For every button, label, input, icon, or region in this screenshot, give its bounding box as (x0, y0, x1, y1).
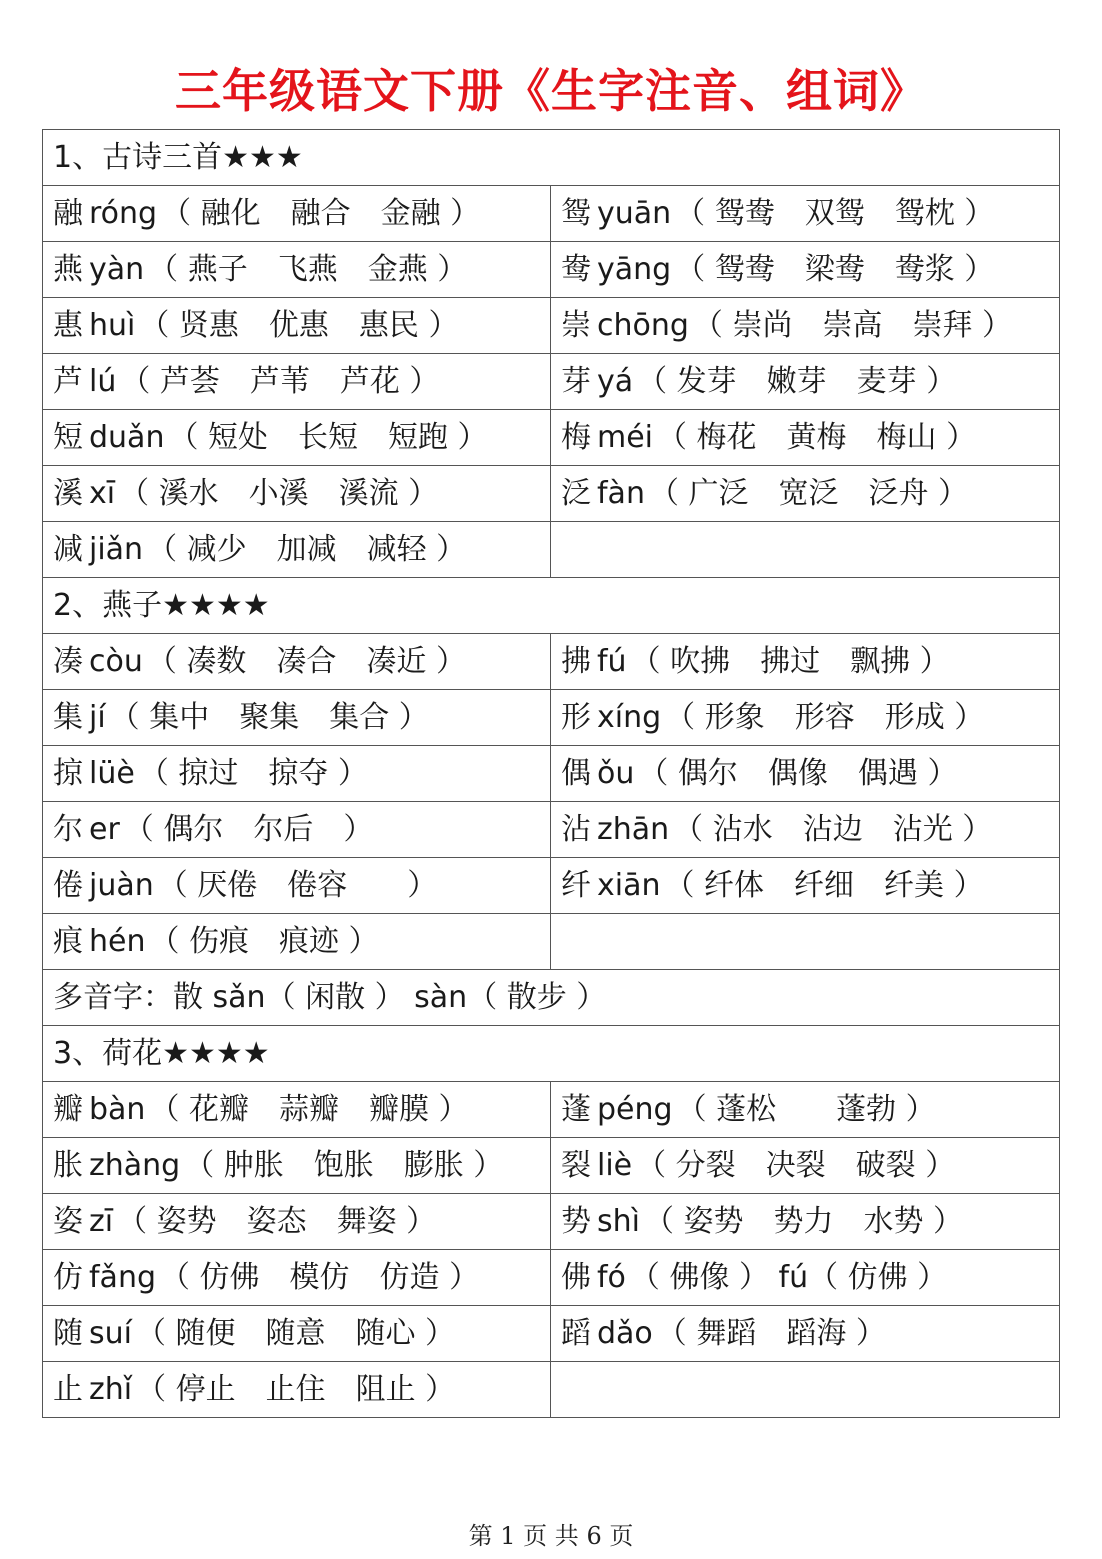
vocabulary-table (42, 129, 1060, 1418)
hanzi-character: 融 (53, 196, 83, 231)
hanzi-character: 鸯 (561, 252, 591, 287)
entry-cell-left (43, 410, 551, 466)
table-row (43, 1194, 1060, 1250)
entry-cell-right (551, 690, 1060, 746)
word-group: （ 偶尔 尔后 ） (123, 812, 374, 847)
table-row (43, 1306, 1060, 1362)
hanzi-character: 倦 (53, 868, 83, 903)
table-row (43, 634, 1060, 690)
hanzi-character: 尔 (53, 812, 83, 847)
entry-cell-left (43, 1082, 551, 1138)
pinyin: xíng (597, 700, 662, 735)
hanzi-character: 随 (53, 1316, 83, 1351)
pinyin: fàn (597, 476, 645, 511)
pinyin: huì (89, 308, 136, 343)
table-row (43, 298, 1060, 354)
word-group: （ 融化 融合 金融 ） (161, 196, 481, 231)
pinyin: hén (89, 924, 146, 959)
section-row (43, 130, 1060, 186)
pinyin: zī (89, 1204, 114, 1239)
hanzi-character: 梅 (561, 420, 591, 455)
hanzi-character: 瓣 (53, 1092, 83, 1127)
table-row (43, 1362, 1060, 1418)
entry-cell-right (551, 1306, 1060, 1362)
word-group: （ 发芽 嫩芽 麦芽 ） (637, 364, 957, 399)
pinyin: zhǐ (89, 1372, 133, 1407)
section-row (43, 578, 1060, 634)
entry-cell-left (43, 242, 551, 298)
table-row (43, 1250, 1060, 1306)
pinyin: méi (597, 420, 654, 455)
pinyin: dǎo (597, 1316, 653, 1351)
word-group: （ 崇尚 崇高 崇拜 ） (692, 308, 1012, 343)
hanzi-character: 蹈 (561, 1316, 591, 1351)
entry-cell-left (43, 802, 551, 858)
entry-cell-left (43, 858, 551, 914)
pinyin: yuān (597, 196, 672, 231)
pinyin: chōng (597, 308, 689, 343)
hanzi-character: 势 (561, 1204, 591, 1239)
word-group: （ 短处 长短 短跑 ） (168, 420, 488, 455)
pinyin: zhàng (89, 1148, 181, 1183)
hanzi-character: 痕 (53, 924, 83, 959)
word-group: （ 花瓣 蒜瓣 瓣膜 ） (149, 1092, 469, 1127)
pinyin: duǎn (89, 420, 165, 455)
pinyin: juàn (89, 868, 154, 903)
hanzi-character: 仿 (53, 1260, 83, 1295)
hanzi-character: 拂 (561, 644, 591, 679)
pinyin: lú (89, 364, 117, 399)
entry-cell-left (43, 1138, 551, 1194)
entry-cell-right (551, 242, 1060, 298)
word-group: （ 舞蹈 蹈海 ） (656, 1316, 886, 1351)
pinyin: ǒu (597, 756, 635, 791)
word-group: （ 掠过 掠夺 ） (138, 756, 368, 791)
entry-cell-left (43, 186, 551, 242)
word-group: （ 伤痕 痕迹 ） (149, 924, 379, 959)
pinyin: yá (597, 364, 634, 399)
section-title: 2、燕子★★★★ (43, 578, 1060, 634)
hanzi-character: 溪 (53, 476, 83, 511)
hanzi-character: 凑 (53, 644, 83, 679)
pinyin: fú (597, 644, 627, 679)
pinyin: er (89, 812, 120, 847)
hanzi-character: 裂 (561, 1148, 591, 1183)
word-group: （ 吹拂 拂过 飘拂 ） (630, 644, 950, 679)
word-group: （ 佛像 ） fú（ 仿佛 ） (629, 1260, 948, 1295)
hanzi-character: 燕 (53, 252, 83, 287)
table-row (43, 410, 1060, 466)
hanzi-character: 姿 (53, 1204, 83, 1239)
pinyin: zhān (597, 812, 670, 847)
hanzi-character: 止 (53, 1372, 83, 1407)
hanzi-character: 鸳 (561, 196, 591, 231)
pinyin: róng (89, 196, 158, 231)
word-group: （ 广泛 宽泛 泛舟 ） (648, 476, 969, 511)
word-group: （ 分裂 决裂 破裂 ） (636, 1148, 956, 1183)
entry-cell-left (43, 1362, 551, 1418)
word-group: （ 芦荟 芦苇 芦花 ） (120, 364, 440, 399)
word-group: （ 厌倦 倦容 ） (157, 868, 438, 903)
word-group: （ 减少 加减 减轻 ） (147, 532, 467, 567)
entry-cell-right (551, 746, 1060, 802)
entry-cell-left (43, 914, 551, 970)
word-group: （ 姿势 势力 水势 ） (643, 1204, 964, 1239)
pinyin: còu (89, 644, 143, 679)
table-row (43, 746, 1060, 802)
section-title: 1、古诗三首★★★ (43, 130, 1060, 186)
entry-cell-left (43, 1306, 551, 1362)
entry-cell-right (551, 858, 1060, 914)
table-row (43, 186, 1060, 242)
pinyin: jí (89, 700, 106, 735)
hanzi-character: 纤 (561, 868, 591, 903)
hanzi-character: 沾 (561, 812, 591, 847)
pinyin: suí (89, 1316, 132, 1351)
hanzi-character: 泛 (561, 476, 591, 511)
table-row (43, 690, 1060, 746)
hanzi-character: 蓬 (561, 1092, 591, 1127)
entry-cell-right (551, 410, 1060, 466)
word-group: （ 姿势 姿态 舞姿 ） (117, 1204, 437, 1239)
word-group: （ 鸳鸯 双鸳 鸳枕 ） (675, 196, 995, 231)
section-title: 3、荷花★★★★ (43, 1026, 1060, 1082)
page-footer: 第 1 页 共 6 页 (468, 1522, 634, 1550)
table-row (43, 914, 1060, 970)
entry-cell-left (43, 690, 551, 746)
entry-cell-left (43, 1194, 551, 1250)
table-row (43, 354, 1060, 410)
table-row (43, 466, 1060, 522)
hanzi-character: 崇 (561, 308, 591, 343)
pinyin: lüè (89, 756, 135, 791)
word-group: （ 集中 聚集 集合 ） (109, 700, 429, 735)
document-title: 三年级语文下册《生字注音、组词》 (175, 64, 927, 118)
section-row (43, 1026, 1060, 1082)
entry-cell-left (43, 634, 551, 690)
word-group: （ 沾水 沾边 沾光 ） (673, 812, 993, 847)
word-group: （ 偶尔 偶像 偶遇 ） (638, 756, 958, 791)
entry-cell-right (551, 298, 1060, 354)
hanzi-character: 芦 (53, 364, 83, 399)
pinyin: péng (597, 1092, 673, 1127)
word-group: （ 梅花 黄梅 梅山 ） (657, 420, 977, 455)
entry-cell-right (551, 522, 1060, 578)
word-group: （ 燕子 飞燕 金燕 ） (148, 252, 468, 287)
note-row (43, 970, 1060, 1026)
entry-cell-right (551, 354, 1060, 410)
table-row (43, 802, 1060, 858)
pinyin: yàn (89, 252, 145, 287)
entry-cell-right (551, 1362, 1060, 1418)
table-row (43, 242, 1060, 298)
hanzi-character: 掠 (53, 756, 83, 791)
entry-cell-right (551, 1194, 1060, 1250)
word-group: （ 纤体 纤细 纤美 ） (664, 868, 984, 903)
table-row (43, 1082, 1060, 1138)
pinyin: bàn (89, 1092, 146, 1127)
entry-cell-left (43, 522, 551, 578)
pinyin: xiān (597, 868, 661, 903)
entry-cell-right (551, 186, 1060, 242)
word-group: （ 鸳鸯 梁鸯 鸯浆 ） (675, 252, 995, 287)
table-row (43, 522, 1060, 578)
pinyin: liè (597, 1148, 633, 1183)
hanzi-character: 集 (53, 700, 83, 735)
entry-cell-left (43, 746, 551, 802)
table-row (43, 1138, 1060, 1194)
hanzi-character: 形 (561, 700, 591, 735)
pinyin: fǎng (89, 1260, 157, 1295)
pinyin: yāng (597, 252, 672, 287)
entry-cell-right (551, 466, 1060, 522)
pinyin: xī (89, 476, 116, 511)
word-group: （ 仿佛 模仿 仿造 ） (160, 1260, 480, 1295)
pinyin: shì (597, 1204, 640, 1239)
word-group: （ 随便 随意 随心 ） (135, 1316, 456, 1351)
hanzi-character: 佛 (561, 1260, 591, 1295)
word-group: （ 溪水 小溪 溪流 ） (119, 476, 439, 511)
hanzi-character: 减 (53, 532, 83, 567)
entry-cell-left (43, 466, 551, 522)
entry-cell-right (551, 1138, 1060, 1194)
hanzi-character: 胀 (53, 1148, 83, 1183)
table-row (43, 858, 1060, 914)
entry-cell-right (551, 1082, 1060, 1138)
word-group: （ 贤惠 优惠 惠民 ） (139, 308, 459, 343)
entry-cell-left (43, 1250, 551, 1306)
entry-cell-right (551, 802, 1060, 858)
polyphone-note: 多音字：散 sǎn（ 闲散 ） sàn（ 散步 ） (43, 970, 1060, 1026)
hanzi-character: 芽 (561, 364, 591, 399)
hanzi-character: 短 (53, 420, 83, 455)
word-group: （ 肿胀 饱胀 膨胀 ） (184, 1148, 504, 1183)
pinyin: fó (597, 1260, 626, 1295)
entry-cell-left (43, 298, 551, 354)
word-group: （ 凑数 凑合 凑近 ） (146, 644, 466, 679)
word-group: （ 形象 形容 形成 ） (665, 700, 985, 735)
entry-cell-right (551, 914, 1060, 970)
word-group: （ 停止 止住 阻止 ） (136, 1372, 456, 1407)
word-group: （ 蓬松 蓬勃 ） (676, 1092, 936, 1127)
entry-cell-right (551, 634, 1060, 690)
hanzi-character: 惠 (53, 308, 83, 343)
pinyin: jiǎn (89, 532, 144, 567)
entry-cell-left (43, 354, 551, 410)
hanzi-character: 偶 (561, 756, 591, 791)
entry-cell-right (551, 1250, 1060, 1306)
